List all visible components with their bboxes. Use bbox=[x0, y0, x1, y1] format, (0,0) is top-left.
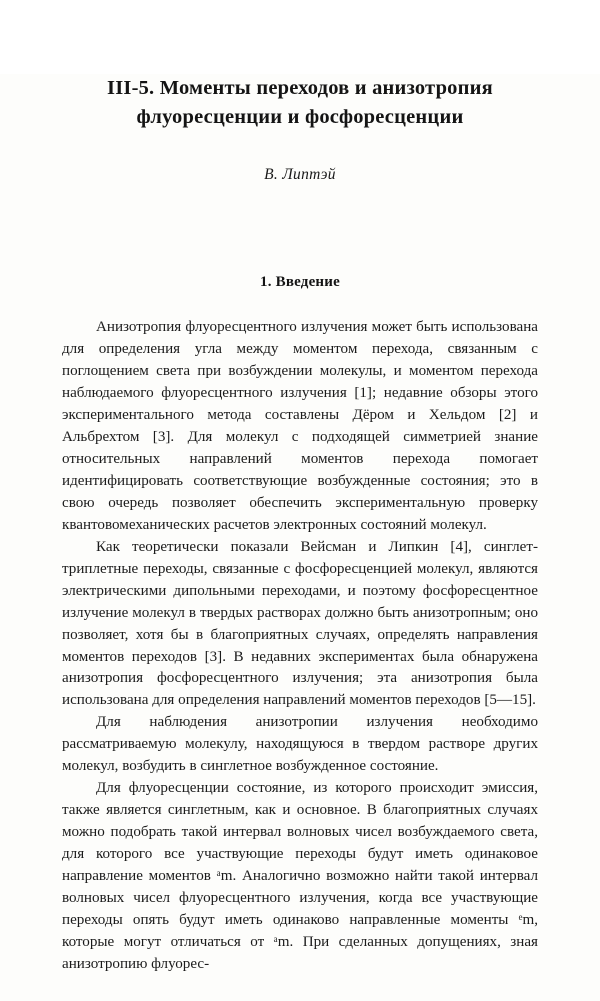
page-title-line-2: флуоресценции и фосфоресценции bbox=[136, 106, 464, 129]
section-heading: 1. Введение bbox=[260, 274, 340, 291]
title-block bbox=[62, 74, 538, 132]
page-title-line-1: III-5. Моменты переходов и анизотропия bbox=[107, 77, 493, 99]
paragraph-2: Как теоретически показали Вейсман и Липкин [4], синглет-триплетные переходы, связанные с фосфоресценцией молекул, являются электрическими дипольными переходами, и поэтому фосфоресцентное излучение молекул в твердых растворах должно быть анизотропным; оно позволяет, хотя бы в благоприятных случаях, определять направления моментов переходов [3]. В недавних экспериментах была обнаружена анизотропия фосфоресцентного излучения; эта анизотропия была использована для определения направлений моментов переходов [5—15]. bbox=[62, 538, 538, 709]
paragraph-3: Для наблюдения анизотропии излучения необходимо рассматриваемую молекулу, находящуюся в твердом растворе других молекул, возбудить в синглетное возбужденное состояние. bbox=[62, 714, 538, 775]
document-page bbox=[0, 74, 600, 1001]
author-name: В. Липтэй bbox=[264, 166, 336, 184]
body-text bbox=[62, 317, 538, 976]
paragraph-4: Для флуоресценции состояние, из которого происходит эмиссия, также является синглетным, как и основное. В благоприятных случаях можно подобрать такой интервал волновых чисел возбуждаемого света, для которого все участвующие переходы будут иметь одинаковое направление моментов ᵃm. Аналогично возможно найти такой интервал волновых чисел флуоресцентного излучения, когда все участвующие переходы опять будут иметь одинаково направленные моменты ᵉm, которые могут отличаться от ᵃm. При сделанных допущениях, зная анизотропию флуорес- bbox=[62, 780, 538, 972]
paragraph-1: Анизотропия флуоресцентного излучения может быть использована для определения угла между моментом перехода, связанным с поглощением света при возбуждении молекулы, и моментом перехода наблюдаемого флуоресцентного излучения [1]; недавние обзоры этого экспериментального метода составлены Дёром и Хельдом [2] и Альбрехтом [3]. Для молекул с подходящей симметрией знание относительных направлений моментов перехода помогает идентифицировать соответствующие возбужденные состояния; это в свою очередь позволяет обеспечить экспериментальную проверку квантовомеханических расчетов электронных состояний молекул. bbox=[62, 319, 538, 533]
